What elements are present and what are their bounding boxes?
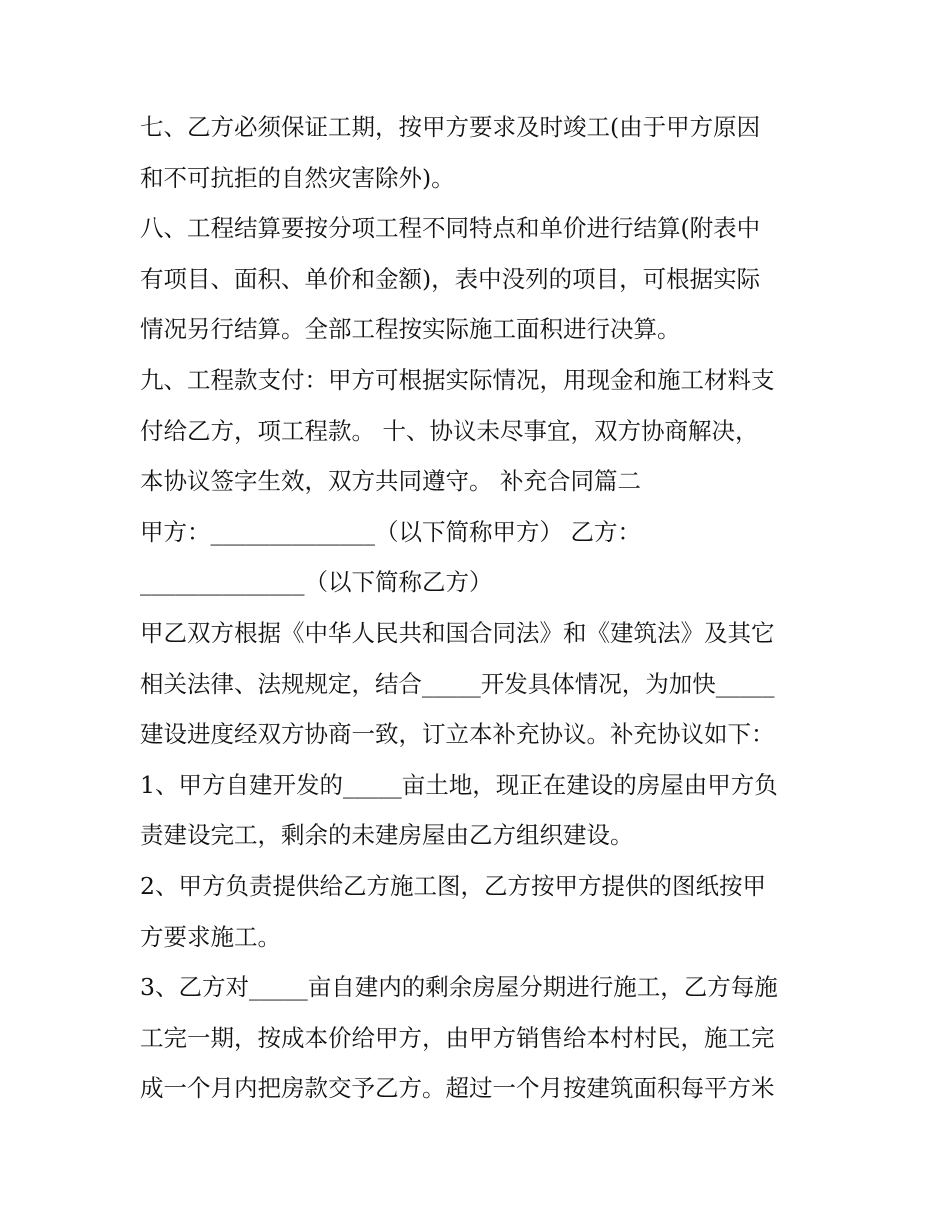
text-line: ______________（以下简称乙方） [140, 568, 493, 597]
text-line: 七、乙方必须保证工期，按甲方要求及时竣工(由于甲方原因 [140, 113, 761, 141]
text-line: 工完一期，按成本价给甲方，由甲方销售给本村村民，施工完 [140, 1023, 775, 1052]
text-line: 2、甲方负责提供给乙方施工图，乙方按甲方提供的图纸按甲 [140, 871, 766, 900]
text-line: 甲方：______________（以下简称甲方） 乙方： [140, 517, 641, 546]
text-line: 八、工程结算要按分项工程不同特点和单价进行结算(附表中 [140, 214, 761, 243]
text-line: 和不可抗拒的自然灾害除外)。 [140, 163, 455, 192]
text-line: 方要求施工。 [140, 922, 281, 951]
text-line: 责建设完工，剩余的未建房屋由乙方组织建设。 [140, 821, 634, 850]
text-line: 相关法律、法规规定，结合_____开发具体情况，为加快_____ [140, 669, 775, 698]
text-line: 付给乙方，项工程款。 十、协议未尽事宜，双方协商解决， [140, 416, 759, 445]
text-line: 情况另行结算。全部工程按实际施工面积进行决算。 [140, 315, 681, 344]
text-line: 九、工程款支付：甲方可根据实际情况，用现金和施工材料支 [140, 365, 775, 394]
text-line: 甲乙双方根据《中华人民共和国合同法》和《建筑法》及其它 [140, 618, 775, 647]
text-line: 本协议签字生效，双方共同遵守。 补充合同篇二 [140, 467, 641, 496]
text-line: 有项目、面积、单价和金额)，表中没列的项目，可根据实际 [140, 264, 761, 293]
text-line: 成一个月内把房款交予乙方。超过一个月按建筑面积每平方米 [140, 1074, 775, 1103]
text-line: 建设进度经双方协商一致，订立本补充协议。补充协议如下： [140, 720, 775, 749]
text-line: 1、甲方自建开发的_____亩土地，现正在建设的房屋由甲方负 [140, 770, 778, 799]
text-line: 3、乙方对_____亩自建内的剩余房屋分期进行施工，乙方每施 [140, 973, 778, 1002]
contract-body-text [140, 102, 830, 1114]
